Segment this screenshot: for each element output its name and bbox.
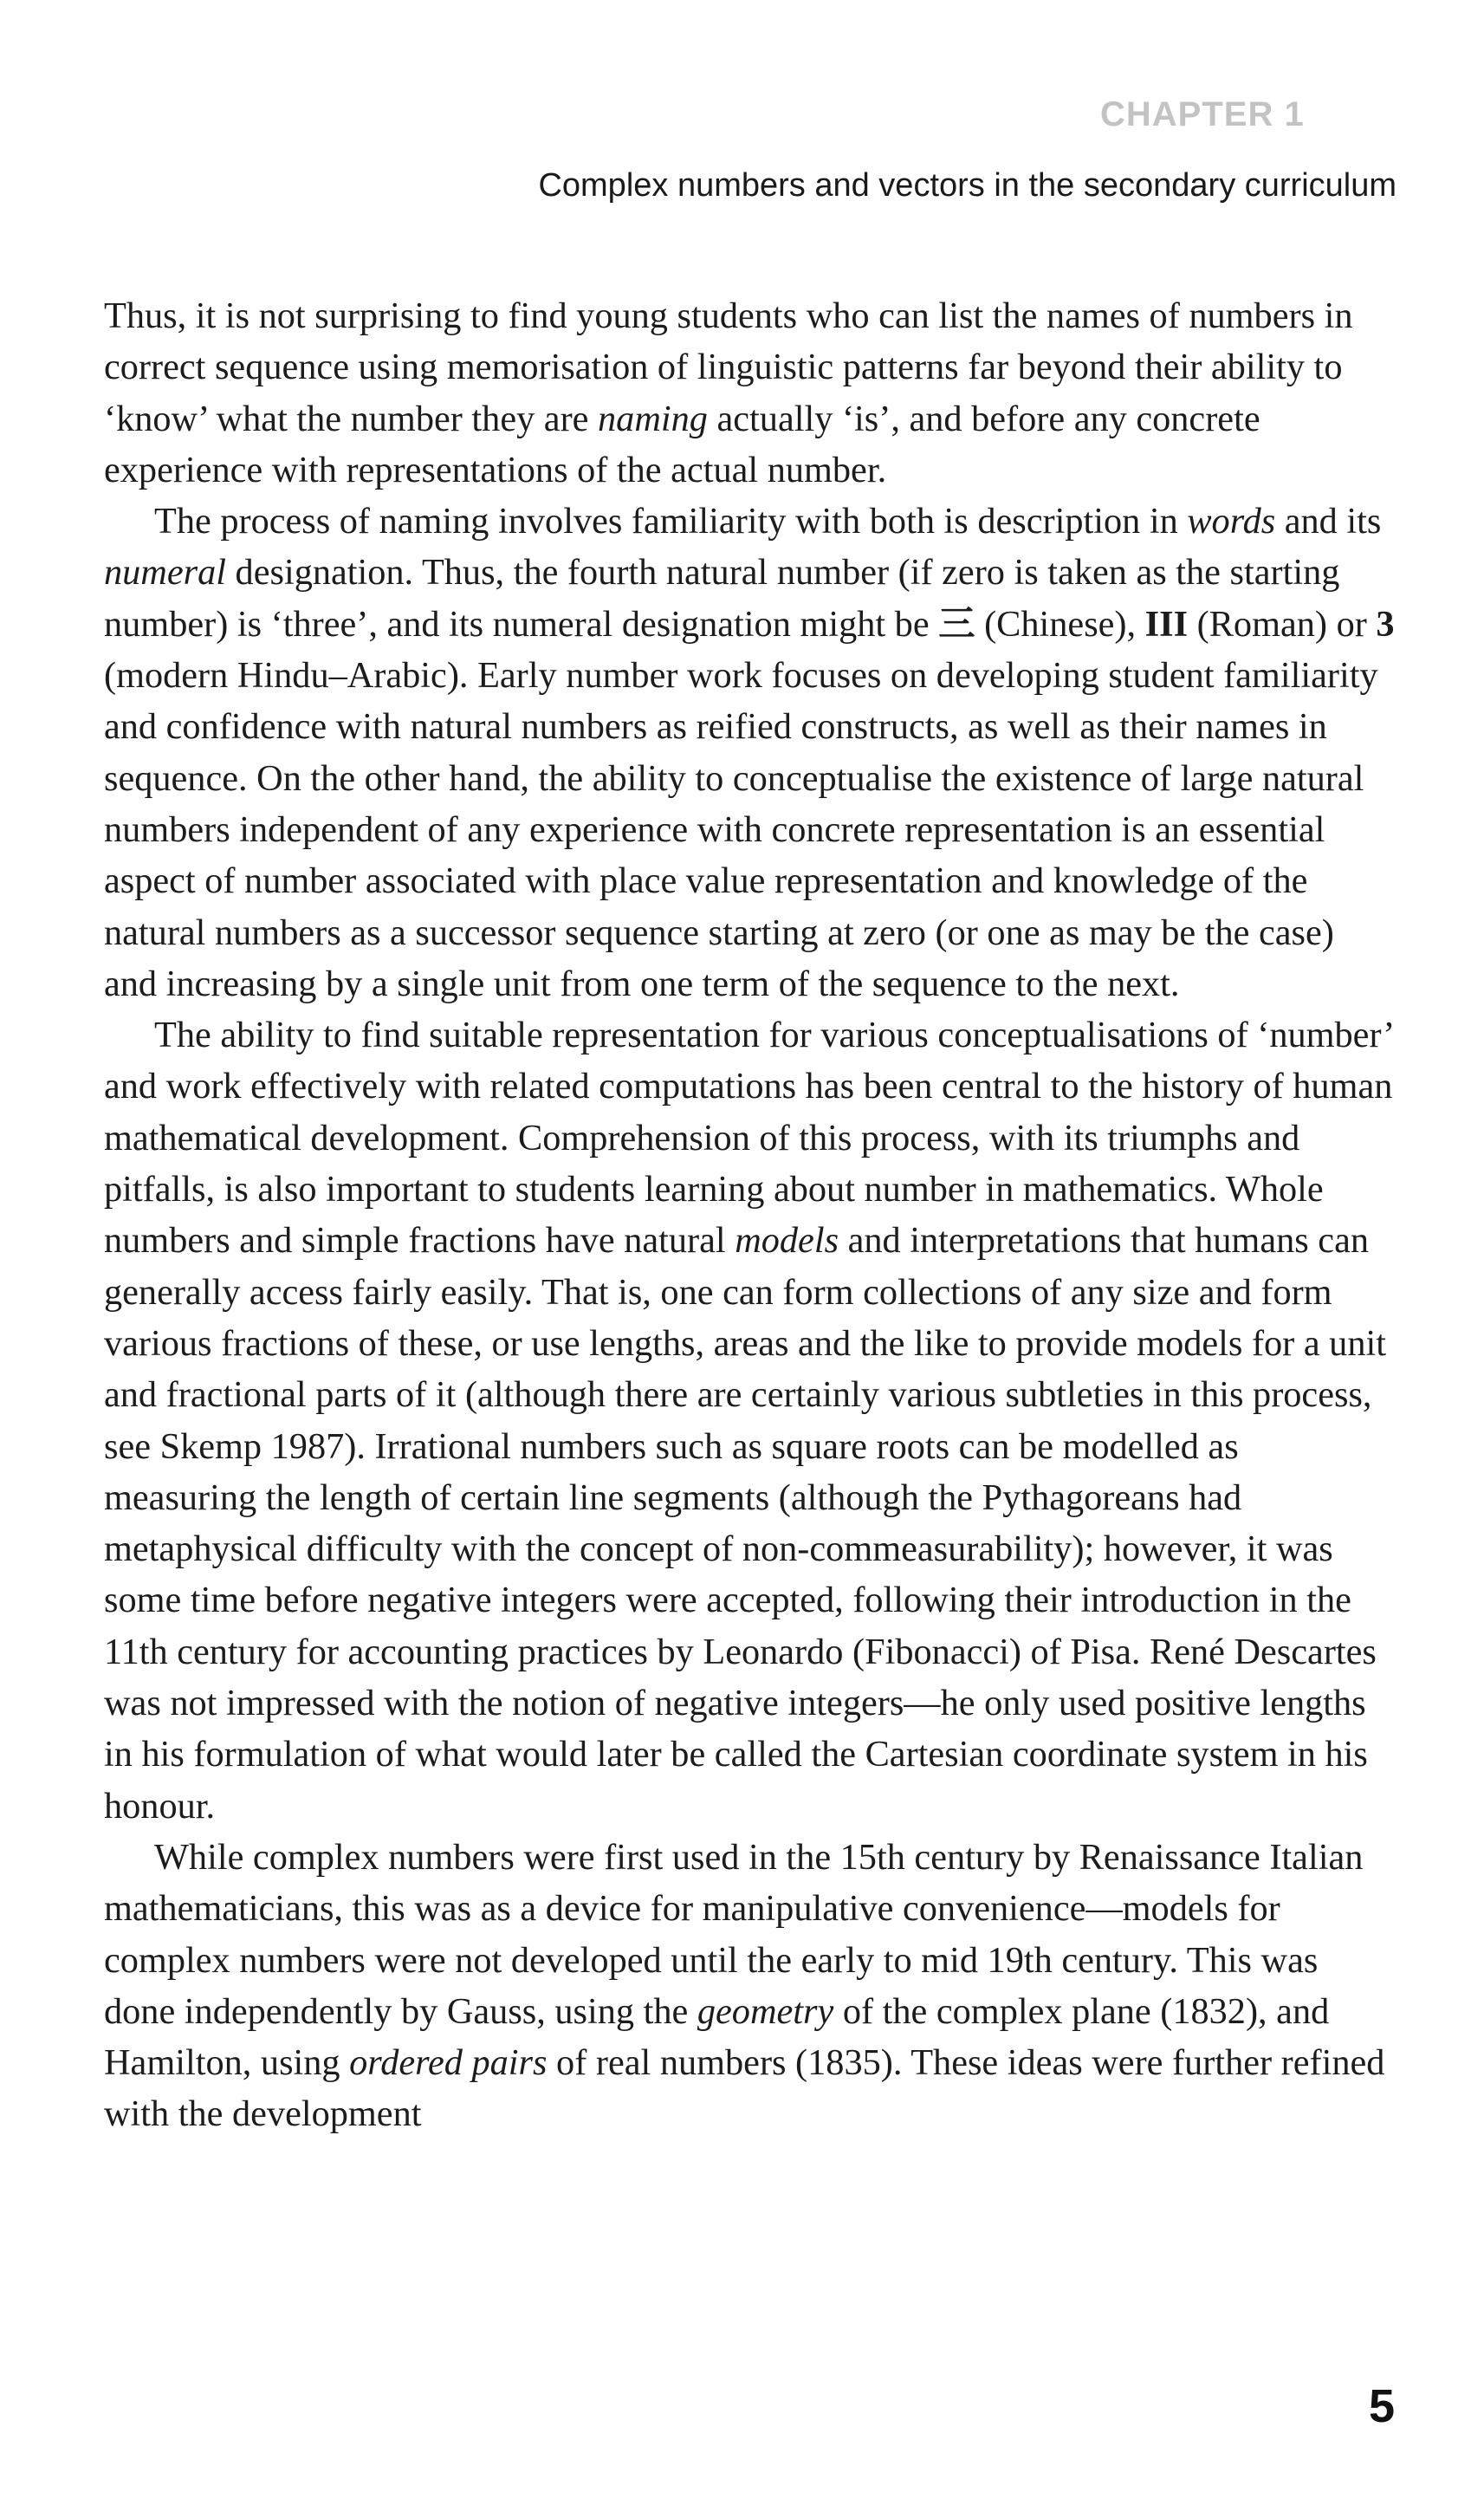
text-span: designation. Thus, the fourth natural number (if zero is taken as the starting number) is ‘three’, and its numeral designation might be — [104, 552, 1340, 645]
paragraph-1 — [104, 290, 1395, 496]
body-text — [104, 290, 1395, 2140]
text-span: While complex numbers were first used in the 15th century by Renaissance Italian mathematicians, this was as a device for manipulative convenience—models for complex numbers were not developed until the early to mid 19th century. This was done independently by Gauss, using the — [104, 1836, 1364, 2032]
text-span: of the complex plane (1832), and Hamilton, using — [104, 1990, 1330, 2084]
emphasis-naming: naming — [598, 398, 708, 439]
paragraph-4 — [104, 1832, 1395, 2140]
chapter-label: CHAPTER 1 — [1100, 95, 1305, 133]
page-number: 5 — [1368, 2380, 1395, 2432]
text-span: (Roman) or — [1188, 603, 1377, 645]
text-span: of real numbers (1835). These ideas were further refined with the development — [104, 2042, 1385, 2135]
paragraph-3 — [104, 1009, 1395, 1832]
emphasis-numeral: numeral — [104, 552, 226, 594]
chinese-numeral: 三 — [938, 603, 975, 645]
paragraph-2 — [104, 496, 1395, 1009]
text-span: (modern Hindu–Arabic). Early number work focuses on developing student familiarity and confidence with natural numbers as reified constructs, as well as their names in sequence. On the other hand, the ability to conceptualise the existence of large natural numbers independent of any experience with concrete representation is an essential aspect of number associated with place value representation and knowledge of the natural numbers as a successor sequence starting at zero (or one as may be the case) and increasing by a single unit from one term of the sequence to the next. — [104, 655, 1378, 1004]
text-span: Thus, it is not surprising to find young students who can list the names of numbers in correct sequence using memorisation of linguistic patterns far beyond their ability to ‘know’ what the number they are — [104, 295, 1353, 439]
text-span: and interpretations that humans can generally access fairly easily. That is, one can form collections of any size and form various fractions of these, or use lengths, areas and the like to provide models for a unit and fractional parts of it (although there are certainly various subtleties in this process, see Skemp 1987). Irrational numbers such as square roots can be modelled as measuring the length of certain line segments (although the Pythagoreans had metaphysical difficulty with the concept of non-commeasurability); however, it was some time before negative integers were accepted, following their introduction in the 11th century for accounting practices by Leonardo (Fibonacci) of Pisa. René Descartes was not impressed with the notion of negative integers—he only used positive lengths in his formulation of what would later be called the Cartesian coordinate system in his honour. — [104, 1220, 1386, 1827]
text-span: The process of naming involves familiarity with both is description in — [154, 501, 1188, 542]
text-span: (Chinese), — [975, 603, 1145, 645]
text-span: and its — [1275, 501, 1382, 542]
running-title: Complex numbers and vectors in the secondary curriculum — [538, 167, 1397, 204]
emphasis-words: words — [1187, 501, 1276, 542]
hindu-arabic-numeral: 3 — [1376, 603, 1395, 645]
emphasis-ordered-pairs: ordered pairs — [349, 2042, 548, 2084]
roman-numeral: III — [1144, 603, 1189, 645]
text-span: The ability to find suitable representation for various conceptualisations of ‘number’ and work effectively with related computations has been central to the history of human mathematical development. Comprehension of this process, with its triumphs and pitfalls, is also important to students learning about number in mathematics. Whole numbers and simple fractions have natural — [104, 1015, 1393, 1262]
emphasis-models: models — [735, 1220, 839, 1262]
emphasis-geometry: geometry — [697, 1990, 834, 2032]
text-span: actually ‘is’, and before any concrete experience with representations of the actual number. — [104, 398, 1260, 490]
